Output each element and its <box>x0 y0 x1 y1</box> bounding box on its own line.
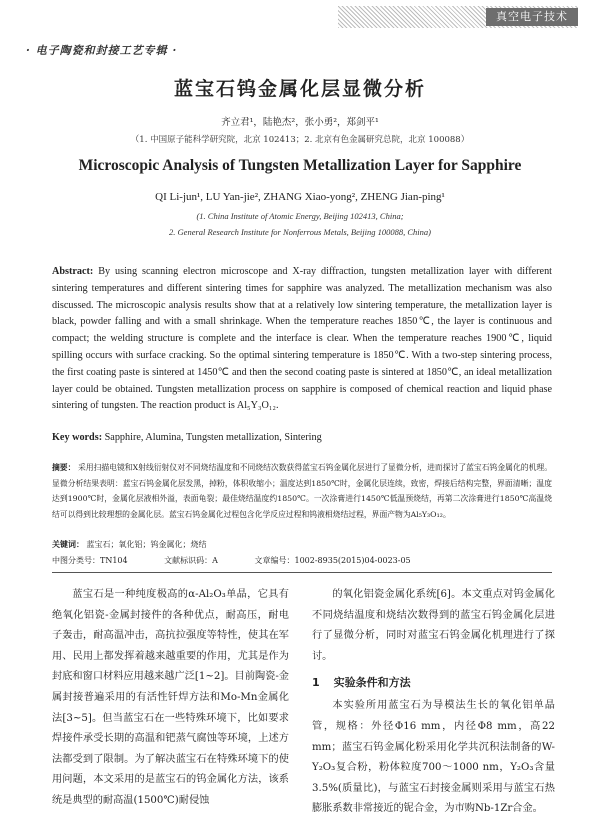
abstract-cn-text: 采用扫描电镜和X射线衍射仪对不同烧结温度和不同烧结次数获得蓝宝石钨金属化层进行了显微分析，进而探讨了蓝宝石钨金属化的机理。显微分析结果表明：蓝宝石钨金属化层发黑，掉粉，体积收缩小；温度达到1850℃时，金属化层连续，致密，焊接后结构完整，界面清晰；温度达到1900℃时，金属化层液相外溢，表面龟裂；最佳烧结温度约1850℃。一次涂膏进行1450℃低温预烧结，再第二次涂膏进行1850℃高温烧结可以得到比较理想的金属化层。蓝宝石钨金属化过程包含化学反应过程和钨液相烧结过程，界面产物为Al₅Y₃O₁₂。 <box>52 463 553 519</box>
column-tag: · 电子陶瓷和封接工艺专辑 · <box>26 44 178 57</box>
title-cn: 蓝宝石钨金属化层显微分析 <box>173 78 426 100</box>
authors-en: QI Li-jun¹, LU Yan-jie², ZHANG Xiao-yong², ZHENG Jian-ping¹ <box>155 191 445 203</box>
keywords-cn-label: 关键词： <box>52 539 84 549</box>
keywords-cn <box>52 539 552 550</box>
keywords-en <box>52 432 552 443</box>
body-paragraph-methods: 本实验所用蓝宝石为导模法生长的氧化铝单晶管，规格：外径Φ16 mm，内径Φ8 mm，高22 mm；蓝宝石钨金属化粉采用化学共沉积法制备的W-Y₂O₃复合粉，粉体粒度700～1000 nm，Y₂O₃含量3.5%(质量比)，与蓝宝石封接金属则采用与蓝宝石热膨胀系数非常接近的铌合金，为市购Nb-1Zr合金。 <box>312 700 555 815</box>
keywords-cn-text: 蓝宝石；氧化铝；钨金属化；烧结 <box>86 540 207 549</box>
section-number: 1 <box>312 676 320 690</box>
abstract-en-text: By using scanning electron microscope and X-ray diffraction, tungsten metallization layer with different sintering temperatures and different sintering times for sapphire was analyzed. The metallization mechanism was also discussed. The microscopic analysis results show that at a relatively low sintering temperature, the metallization layer is black, powder falling and with a small shrinkage. When the temperature reaches 1850℃, the layer is continuous and compact; the welding structure is complete and the interface is clear. When the temperature reaches 1900℃, liquid spilling occurs with surface cracking. So the optimal sintering temperature is 1850℃. With a two-step sintering process, the first coating paste is sintered at 1450℃ and then the second coating paste is sintered at 1850℃, an ideal metallization layer could be obtained. Tungsten metallization process on sapphire is composed of chemical reaction and liquid phase sintering of tungsten. The reaction product is Al₅Y₃O₁₂. <box>52 266 553 412</box>
clc-number: 中图分类号：TN104 <box>52 556 128 565</box>
divider-rule <box>52 572 552 573</box>
classification-line <box>52 555 552 566</box>
journal-brand: 真空电子技术 <box>486 8 578 26</box>
keywords-en-label: Key words: <box>52 432 103 443</box>
body-paragraph-intro-end: 的氧化铝瓷金属化系统[6]。本文重点对钨金属化不同烧结温度和烧结次数得到的蓝宝石钨金属化层进行了显微分析，同时对蓝宝石钨金属化机理进行了探讨。 <box>312 589 555 662</box>
section-title: 实验条件和方法 <box>333 676 411 690</box>
document-code: 文献标识码：A <box>164 556 218 565</box>
body-column-right <box>312 585 555 820</box>
authors-cn: 齐立君¹，陆艳杰²，张小勇²，郑剑平¹ <box>221 117 379 128</box>
affiliation-cn: （1. 中国原子能科学研究院，北京 102413；2. 北京有色金属研究总院，北京 100088） <box>130 135 470 145</box>
title-en: Microscopic Analysis of Tungsten Metallization Layer for Sapphire <box>78 157 522 174</box>
article-id: 文章编号：1002-8935(2015)04-0023-05 <box>254 556 411 565</box>
keywords-en-text: Sapphire, Alumina, Tungsten metallization, Sintering <box>104 432 322 443</box>
affiliation-en-line-1: (1. China Institute of Atomic Energy, Beijing 102413, China; <box>196 211 404 221</box>
abstract-cn-label: 摘要： <box>52 463 76 472</box>
abstract-en-label: Abstract: <box>52 266 94 277</box>
section-heading <box>312 673 555 693</box>
abstract-cn <box>52 460 552 522</box>
body-column-left: 蓝宝石是一种纯度极高的α-Al₂O₃单晶，它具有绝氧化铝瓷-金属封接件的各种优点，耐高压，耐电子轰击，耐高温冲击，高抗拉强度等特性，使其在军用、民用上都发挥着越来越重要的作用，尤其是作为封底和窗口材料应用越来越广泛[1~2]。目前陶瓷-金属封接普遍采用的有活性钎焊方法和Mo-Mn金属化法[3~5]。但当蓝宝石在一些特殊环境下，比如要求焊接件承受长期的高温和钯蒸气腐蚀等环境，上述方法都受到了限制。为了解决蓝宝石在特殊环境下的使用问题，本文采用的是蓝宝石的钨金属化方法，该系统是典型的耐高温(1500℃)耐侵蚀 <box>52 589 289 806</box>
abstract-en <box>52 264 552 415</box>
affiliation-en-line-2: 2. General Research Institute for Nonferrous Metals, Beijing 100088, China) <box>169 227 431 237</box>
